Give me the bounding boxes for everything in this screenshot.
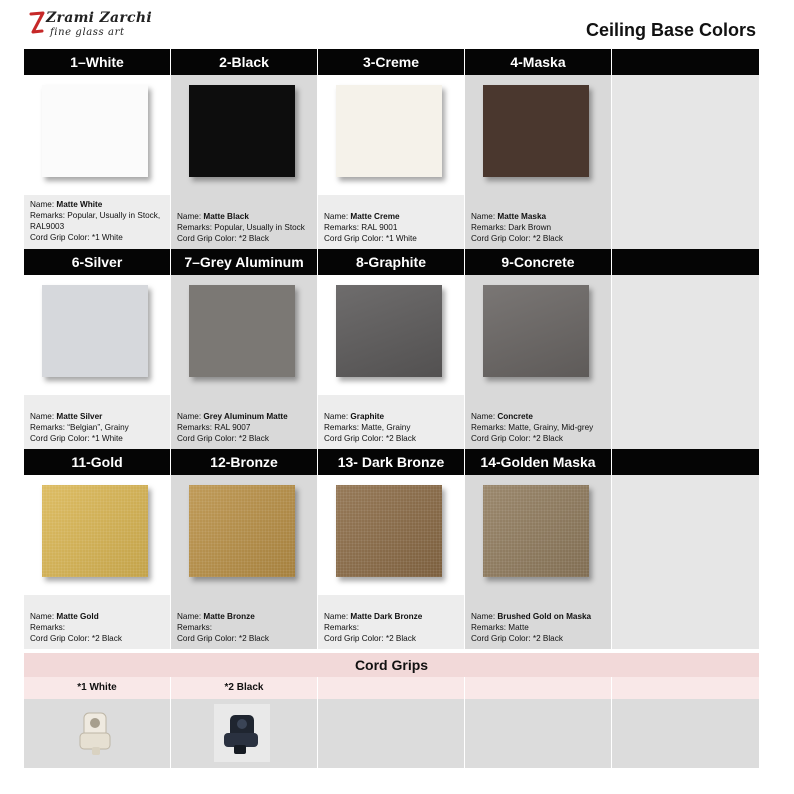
color-card-maska — [465, 75, 612, 249]
color-name: Matte Maska — [497, 212, 547, 221]
name-prefix: Name: — [177, 212, 204, 221]
cord-grip-cell-black — [171, 699, 318, 768]
color-info — [324, 211, 462, 244]
color-info — [471, 611, 609, 644]
golden-maska-swatch — [483, 485, 589, 577]
color-info — [471, 411, 609, 444]
cord-grip-color: Cord Grip Color: *2 Black — [324, 434, 416, 443]
color-remarks: Remarks: RAL 9007 — [177, 423, 251, 432]
color-info — [177, 411, 315, 444]
cord-grip-color: Cord Grip Color: *2 Black — [177, 634, 269, 643]
bronze-swatch — [189, 485, 295, 577]
color-info — [471, 211, 609, 244]
empty-cell — [465, 677, 612, 699]
cord-grip-color: Cord Grip Color: *1 White — [30, 233, 123, 242]
color-label-white: 1–White — [24, 49, 171, 75]
brand-logo — [28, 10, 152, 42]
name-prefix: Name: — [324, 212, 351, 221]
name-prefix: Name: — [30, 412, 57, 421]
white-cord-grip-icon — [72, 707, 122, 759]
cord-grip-cell-white — [24, 699, 171, 768]
color-info — [324, 411, 462, 444]
color-remarks: Remarks: Popular, Usually in Stock, RAL9003 — [30, 211, 161, 231]
color-label-maska: 4-Maska — [465, 49, 612, 75]
color-label-grey-aluminum: 7–Grey Aluminum — [171, 249, 318, 275]
concrete-swatch — [483, 285, 589, 377]
color-card-golden-maska — [465, 475, 612, 649]
name-prefix: Name: — [471, 212, 498, 221]
color-name: Matte Creme — [350, 212, 400, 221]
cord-grip-color: Cord Grip Color: *2 Black — [471, 234, 563, 243]
color-remarks: Remarks: — [177, 623, 213, 632]
color-name: Brushed Gold on Maska — [497, 612, 592, 621]
color-remarks: Remarks: — [324, 623, 360, 632]
color-remarks: Remarks: Matte — [471, 623, 529, 632]
creme-swatch — [336, 85, 442, 177]
band-2-header-row — [24, 249, 759, 275]
empty-cell — [465, 699, 612, 768]
band-2-body-row — [24, 275, 759, 449]
color-name: Matte Gold — [56, 612, 99, 621]
cord-grip-color: Cord Grip Color: *2 Black — [471, 634, 563, 643]
color-band-1 — [24, 49, 759, 249]
empty-cell — [612, 275, 759, 449]
color-label-silver: 6-Silver — [24, 249, 171, 275]
black-cord-grip-icon — [218, 707, 268, 759]
color-info — [30, 199, 168, 243]
color-remarks: Remarks: — [30, 623, 66, 632]
color-info — [324, 611, 462, 644]
color-card-graphite — [318, 275, 465, 449]
cord-grip-color: Cord Grip Color: *1 White — [324, 234, 417, 243]
cord-grips-image-row — [24, 699, 759, 768]
empty-cell — [612, 677, 759, 699]
color-card-black — [171, 75, 318, 249]
name-prefix: Name: — [30, 612, 57, 621]
silver-swatch — [42, 285, 148, 377]
maska-swatch — [483, 85, 589, 177]
color-remarks: Remarks: Dark Brown — [471, 223, 552, 232]
cord-grip-color: Cord Grip Color: *1 White — [30, 434, 123, 443]
grey-aluminum-swatch — [189, 285, 295, 377]
cord-grip-label-white: *1 White — [24, 677, 171, 699]
cord-grip-color: Cord Grip Color: *2 Black — [324, 634, 416, 643]
cord-grips-section — [24, 653, 759, 768]
color-remarks: Remarks: Matte, Grainy, Mid-grey — [471, 423, 594, 432]
color-remarks: Remarks: RAL 9001 — [324, 223, 398, 232]
logo-tagline: fine glass art — [50, 27, 125, 38]
color-name: Concrete — [497, 412, 533, 421]
graphite-swatch — [336, 285, 442, 377]
band-3-header-row — [24, 449, 759, 475]
gold-swatch — [42, 485, 148, 577]
black-swatch — [189, 85, 295, 177]
color-label-concrete: 9-Concrete — [465, 249, 612, 275]
band-3-body-row — [24, 475, 759, 649]
cord-grip-label-black: *2 Black — [171, 677, 318, 699]
color-name: Matte Silver — [56, 412, 103, 421]
page-title: Ceiling Base Colors — [585, 20, 756, 40]
color-grid — [24, 49, 759, 649]
empty-header-cell — [612, 249, 759, 275]
color-name: Matte Bronze — [203, 612, 255, 621]
band-1-body-row — [24, 75, 759, 249]
color-info — [177, 611, 315, 644]
name-prefix: Name: — [30, 200, 57, 209]
color-label-black: 2-Black — [171, 49, 318, 75]
color-label-creme: 3-Creme — [318, 49, 465, 75]
empty-header-cell — [612, 449, 759, 475]
empty-cell — [612, 699, 759, 768]
cord-grip-color: Cord Grip Color: *2 Black — [30, 634, 122, 643]
color-card-gold — [24, 475, 171, 649]
dark-bronze-swatch — [336, 485, 442, 577]
color-band-2 — [24, 249, 759, 449]
cord-grip-color: Cord Grip Color: *2 Black — [177, 234, 269, 243]
cord-grip-color: Cord Grip Color: *2 Black — [177, 434, 269, 443]
color-label-graphite: 8-Graphite — [318, 249, 465, 275]
empty-cell — [318, 699, 465, 768]
color-info — [30, 611, 168, 644]
empty-header-cell — [612, 49, 759, 75]
color-band-3 — [24, 449, 759, 649]
empty-cell — [612, 75, 759, 249]
color-label-bronze: 12-Bronze — [171, 449, 318, 475]
color-remarks: Remarks: “Belgian”, Grainy — [30, 423, 129, 432]
name-prefix: Name: — [471, 412, 498, 421]
color-card-bronze — [171, 475, 318, 649]
name-prefix: Name: — [177, 412, 204, 421]
color-card-concrete — [465, 275, 612, 449]
logo-z-icon — [28, 10, 46, 40]
color-remarks: Remarks: Matte, Grainy — [324, 423, 411, 432]
color-name: Graphite — [350, 412, 385, 421]
color-label-gold: 11-Gold — [24, 449, 171, 475]
color-name: Grey Aluminum Matte — [203, 412, 288, 421]
color-label-dark-bronze: 13- Dark Bronze — [318, 449, 465, 475]
color-card-grey-aluminum — [171, 275, 318, 449]
empty-cell — [318, 677, 465, 699]
logo-name: Zrami Zarchi — [46, 10, 152, 26]
color-name: Matte White — [56, 200, 103, 209]
color-card-creme — [318, 75, 465, 249]
color-remarks: Remarks: Popular, Usually in Stock — [177, 223, 305, 232]
cord-grips-title: Cord Grips — [24, 653, 759, 677]
color-card-white — [24, 75, 171, 249]
name-prefix: Name: — [324, 412, 351, 421]
name-prefix: Name: — [324, 612, 351, 621]
color-info — [177, 211, 315, 244]
white-swatch — [42, 85, 148, 177]
color-info — [30, 411, 168, 444]
cord-grip-color: Cord Grip Color: *2 Black — [471, 434, 563, 443]
color-name: Matte Black — [203, 212, 249, 221]
color-label-golden-maska: 14-Golden Maska — [465, 449, 612, 475]
name-prefix: Name: — [177, 612, 204, 621]
empty-cell — [612, 475, 759, 649]
color-card-silver — [24, 275, 171, 449]
color-card-dark-bronze — [318, 475, 465, 649]
color-name: Matte Dark Bronze — [350, 612, 423, 621]
band-1-header-row — [24, 49, 759, 75]
name-prefix: Name: — [471, 612, 498, 621]
cord-grips-label-row — [24, 677, 759, 699]
page-header — [0, 0, 794, 48]
